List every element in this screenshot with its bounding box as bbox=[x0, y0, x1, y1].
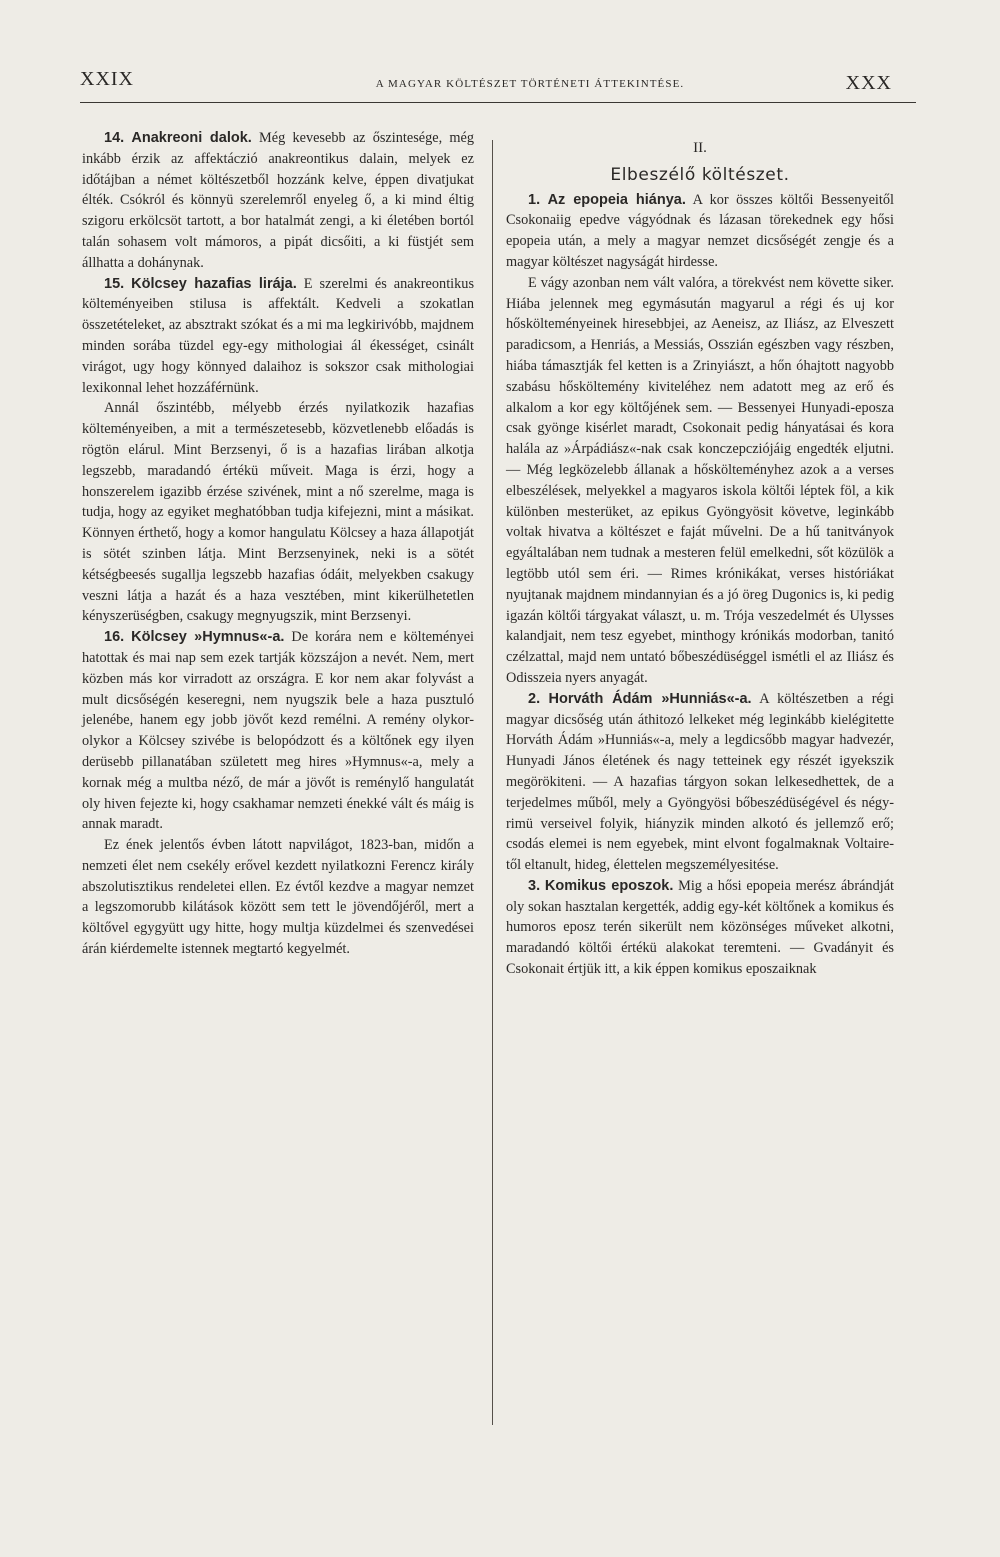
section-14-title: Anakreoni dalok. bbox=[131, 130, 252, 146]
section-15-number: 15. bbox=[104, 275, 125, 292]
section-1-number: 1. bbox=[528, 191, 541, 208]
section-16-text: De korára nem e költeményei hatottak és mai nap sem ezek tartják közszájon a nevét. Nem, mert közben más kor virradott az országra. E kor nem akar folyvást a mult dicsőségén keseregni, nem nyugszik bele a haza pusztuló jelenébe, hanem egy jobb jövőt kezd remélni. A remény olykor-olykor a Kölcsey szivébe is belopódzott és a költőnek egy ilyen derüsebb pillanatában született meg hires »Hymnus«-a, mely a kornak még a multba néző, de már a jövőt is reménylő hangulatát oly hiven fejezte ki, hogy csakhamar nemzeti énekké vált és máig is annak maradt. bbox=[82, 629, 475, 833]
page-number-right: XXX bbox=[845, 72, 892, 94]
left-column bbox=[82, 128, 474, 960]
page-header bbox=[80, 66, 916, 103]
section-16 bbox=[82, 627, 474, 835]
section-1 bbox=[506, 190, 894, 273]
section-14-text: Még kevesebb az őszintesége, még inkább érzik az affektáczió anakreontikus dalain, melyek ez időtájban a német költészetből hozzánk kelve, éppen divatjukat élték. Csókról és könnyü szerelemről enyeleg ő, a ki mind éltig szigoru erkölcsöt tartott, a bor hatalmát zengi, a ki életében bortól talán sohasem volt mámoros, a pipát dicsőiti, a ki füstjét sem állhatta a dohánynak. bbox=[82, 130, 475, 271]
section-2-text: A költészetben a régi magyar dicsőség után áthitozó lelkeket még leginkább kielégitette Horváth Ádám »Hunniás«-a, mely a legdicsőbb magyar hadvezér, Hunyadi János életének és nagy tetteinek egy részét igyekszik megörökiteni. — A hazafias tárgyon sokan lelkesedhettek, de a terjedelmes műből, mely a Gyöngyösi bőbeszédüségével és négy-rimü verseivel folyik, hiányzik minden alkotó és jellemző erő; csodás elemei is nem egyebek, mint elvont fogalmaknak Voltaire-től eltanult, hideg, élettelen megszemélyesitése. bbox=[506, 690, 894, 874]
section-3 bbox=[506, 876, 894, 980]
paragraph: Ez ének jelentős évben látott napvilágot, 1823-ban, midőn a nemzeti élet nem csekély erővel kezdett nyilatkozni Ferencz király abszolutisztikus rendeletei ellen. Ez évtől kezdve a magyar nemzet a legszomorubb kilátások között sem tett le jövendőjéről, mert a költővel egygyütt ugy hitte, hogy multja küzdelmei és szenvedései árán kiérdemelte istennek megtartó kegyelmét. bbox=[82, 837, 474, 958]
right-column bbox=[506, 128, 894, 980]
section-15-text: E szerelmi és anakreontikus költeményeiben stilusa is affektált. Kedveli a szokatlan összetételeket, az absztrakt szókat és a mi ma legkirivóbb, majdnem minden sorába tüzdel egy-egy mithologiai ál ékességet, csinált virágot, ugy hogy könnyed dalaihoz is sokszor csak mithologiai lexikonnal lehet hozzáférnünk. bbox=[82, 275, 475, 396]
section-15 bbox=[82, 274, 474, 399]
section-3-text: Mig a hősi epopeia merész ábrándját oly sokan hasztalan kergették, addig egy-két költőnek a komikus és humoros eposz terén sikerült nem közönséges műveket alkotni, maradandó költői értékü alakokat teremteni. — Gvadányit és Csokonait értjük itt, a kik éppen komikus eposzaiknak bbox=[506, 877, 895, 978]
paragraph: Annál őszintébb, mélyebb érzés nyilatkozik hazafias költeményeiben, a mit a természetesebb, közvetlenebb előadás is rögtön elárul. Mint Berzsenyi, ő is a hazafias lirában alkotja legszebb, maradandó értékü műveit. Maga is érzi, hogy a honszerelem igazibb érzése szivének, mint a nő szerelme, maga is tudja, hogy az egyiket meghatóbban tudja kifejezni, mint a másikat. Könnyen érthető, hogy a komor hangulatu Kölcsey a haza állapotját is sötét szinben látja. Mint Berzsenyinek, neki is a sötét kétségbeesés sugallja legszebb hazafias ódáit, melyekben csakugy veszni látja a hazát és a haza vesztében, mint kikerülhetetlen kényszerüségben, csakugy megnyugszik, mint Berzsenyi. bbox=[82, 400, 474, 625]
section-3-number: 3. bbox=[528, 877, 541, 894]
section-2 bbox=[506, 689, 894, 876]
column-divider bbox=[492, 140, 493, 1425]
section-1-text: A kor összes költői Bessenyeitől Csokonaiig epedve vágyódnak és lázasan törekednek egy hősi epopeia után, a mely a magyar nemzet dicsőségét zengje és a magyar költészet nagyságát hirdesse. bbox=[506, 191, 894, 270]
section-16-title: Kölcsey »Hymnus«-a. bbox=[131, 629, 285, 646]
section-3-title: Komikus eposzok. bbox=[544, 877, 674, 894]
section-14 bbox=[82, 128, 474, 274]
page-number-left: XXIX bbox=[80, 68, 134, 90]
section-2-number: 2. bbox=[528, 690, 541, 707]
part-number: II. bbox=[693, 140, 707, 156]
paragraph: E vágy azonban nem vált valóra, a törekvést nem követte siker. Hiába jelennek meg egymásután magyarul a régi és uj kor hőskölteményeinek hiresebbjei, az Aeneisz, az Iliász, az Elveszett paradicsom, a Henriás, a Messiás, Osszián egészben vagy részben, hiába támasztják fel ketten is a Zrinyiászt, a hőn óhajtott nagyobb szabásu hősköltemény kiviteléhez nem adatott meg az erő és alkalom a kor egy költőjének sem. — Bessenyei Hunyadi-eposza csak gyönge kisérlet maradt, Csokonait pedig hányatásai és kora halála az »Árpádiász«-nak csak konczepcziójáig engedték eljutni. — Még legközelebb állanak a hőskölteményhez azok a a verses elbeszélések, melyekkel a magyaros iskola költői léptek föl, a kik különben mesterüket, az epikus Gyöngyösit követve, leginkább voltak hivatva a költészet e faját művelni. De a hű tanitványok egyáltalában nem tudnak a mesteren felül emelkedni, sőt közülök a legtöbb utól sem éri. — Rimes krónikákat, verses históriákat nyujtanak majdnem mindannyian és a jó öreg Dugonics is, ki pedig igazán költői tárgyakat választ, u. m. Trója veszedelmét és Ulysses kalandjait, nem tesz egyebet, minthogy krónikás modorban, tanitó czélzattal, majd nem untató bőbeszédüséggel ismétli el az Iliász és Odisszeia nyers anyagát. bbox=[506, 274, 894, 686]
section-15-title: Kölcsey hazafias lirája. bbox=[131, 275, 297, 292]
section-1-title: Az epopeia hiánya. bbox=[547, 191, 686, 208]
section-16-number: 16. bbox=[104, 629, 125, 646]
section-14-number: 14. bbox=[104, 130, 125, 146]
section-2-title: Horváth Ádám »Hunniás«-a. bbox=[548, 690, 752, 707]
running-title: A MAGYAR KÖLTÉSZET TÖRTÉNETI ÁTTEKINTÉSE. bbox=[375, 78, 685, 90]
chapter-title: Elbeszélő költészet. bbox=[610, 164, 790, 185]
